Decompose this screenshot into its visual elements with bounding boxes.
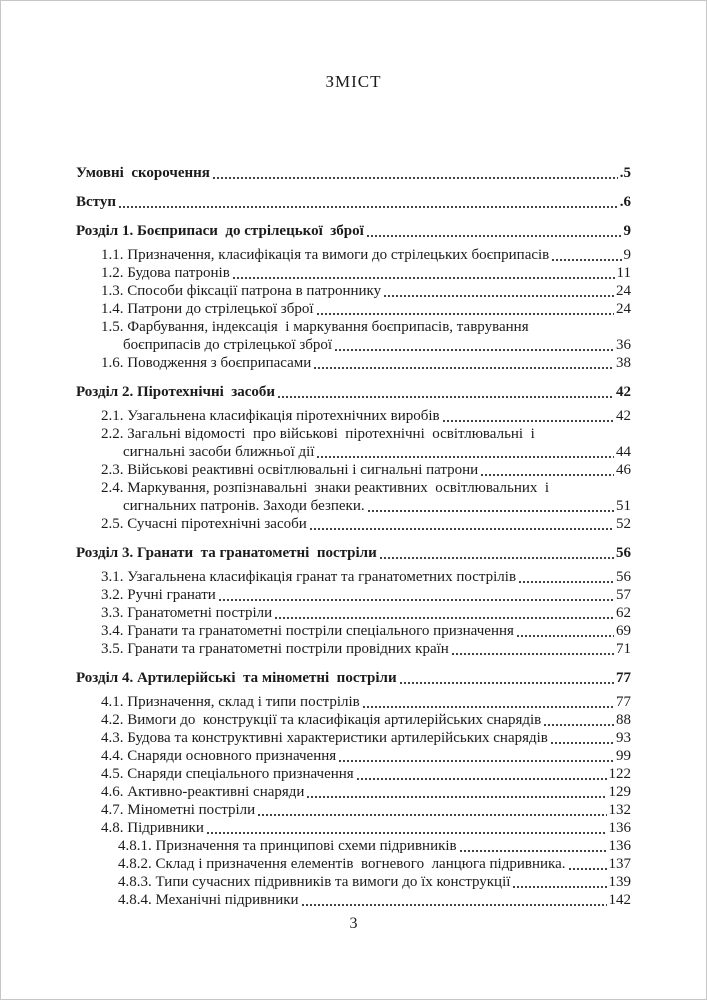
toc-entry-label: Вступ	[76, 194, 116, 210]
toc-entry	[76, 669, 631, 687]
dot-leader	[317, 456, 614, 458]
toc-entry	[76, 693, 631, 711]
toc-entry-label: 4.8. Підривники	[101, 820, 204, 836]
dot-leader	[339, 760, 614, 762]
toc-entry-label: 4.3. Будова та конструктивні характеристики артилерійських снарядів	[101, 730, 548, 746]
toc-entry	[76, 425, 631, 443]
toc-entry-label: 3.5. Гранати та гранатометні постріли провідних країн	[101, 641, 449, 657]
toc-entry-label: Розділ 2. Піротехнічні засоби	[76, 384, 276, 400]
toc-entry-label: 4.8.3. Типи сучасних підривників та вимоги до їх конструкції	[118, 874, 511, 890]
toc-entry	[76, 222, 631, 240]
toc-entry-page: 42	[616, 384, 631, 400]
toc-entry	[76, 586, 631, 604]
toc-entry-page: 142	[608, 892, 631, 908]
dot-leader	[513, 886, 606, 888]
toc-entry	[76, 747, 631, 765]
toc-entry-label: Розділ 1. Боєприпаси до стрілецької зброї	[76, 223, 364, 239]
toc-entry-page: 93	[616, 730, 631, 746]
dot-leader	[275, 617, 614, 619]
page-number-footer: 3	[349, 915, 358, 932]
toc-entry-label: 2.3. Військові реактивні освітлювальні і сигнальні патрони	[101, 462, 479, 478]
toc-entry-page: 57	[616, 587, 631, 603]
toc-entry-page: 24	[616, 283, 631, 299]
dot-leader	[380, 557, 614, 559]
toc-entry	[76, 318, 631, 336]
toc-entry	[76, 461, 631, 479]
dot-leader	[452, 653, 614, 655]
toc-entry-page: .6	[619, 194, 631, 210]
dot-leader	[443, 420, 614, 422]
toc-entry	[76, 479, 631, 497]
dot-leader	[310, 528, 614, 530]
toc-entry-page: 52	[616, 516, 631, 532]
dot-leader	[219, 599, 614, 601]
toc-entry-label: сигнальних патронів. Заходи безпеки.	[123, 498, 365, 514]
dot-leader	[363, 706, 614, 708]
toc-entry	[76, 193, 631, 211]
dot-leader	[460, 850, 607, 852]
toc-entry-page: 56	[616, 545, 631, 561]
toc-entry-label: 4.7. Мінометні постріли	[101, 802, 256, 818]
toc-entry-label: 4.2. Вимоги до конструкції та класифікація артилерійських снарядів	[101, 712, 542, 728]
toc-entry-page: 132	[608, 802, 631, 818]
toc-entry	[76, 264, 631, 282]
toc-entry	[76, 568, 631, 586]
dot-leader	[258, 814, 606, 816]
toc-entry-page: 44	[616, 444, 631, 460]
dot-leader	[519, 581, 614, 583]
toc-entry-label: сигнальні засоби ближньої дії	[123, 444, 315, 460]
toc-entry-label: 1.6. Поводження з боєприпасами	[101, 355, 312, 371]
toc-entry-page: 56	[616, 569, 631, 585]
toc-entry-page: 137	[608, 856, 631, 872]
toc-entry-label: 2.1. Узагальнена класифікація піротехнічних виробів	[101, 408, 440, 424]
toc-entry	[76, 300, 631, 318]
toc-entry-page: 99	[616, 748, 631, 764]
toc-entry-label: 4.8.4. Механічні підривники	[118, 892, 299, 908]
toc-title: ЗМІСТ	[325, 72, 382, 91]
toc-entry-page: .5	[619, 165, 631, 181]
toc-entry-label: 3.2. Ручні гранати	[101, 587, 216, 603]
toc-entry-label: 2.4. Маркування, розпізнавальні знаки реактивних освітлювальних і	[101, 480, 550, 496]
toc-entry-label: 1.4. Патрони до стрілецької зброї	[101, 301, 314, 317]
toc-entry-label: 2.2. Загальні відомості про військові піротехнічні освітлювальні і	[101, 426, 535, 442]
toc-entry-page: 36	[616, 337, 631, 353]
toc-entry-page: 77	[616, 694, 631, 710]
dot-leader	[552, 259, 621, 261]
toc-entry-page: 46	[616, 462, 631, 478]
toc-entry	[76, 640, 631, 658]
toc-entry	[76, 383, 631, 401]
toc-entry	[76, 783, 631, 801]
dot-leader	[400, 682, 614, 684]
toc-entry-label: 4.8.1. Призначення та принципові схеми підривників	[118, 838, 457, 854]
toc-entry-label: 4.8.2. Склад і призначення елементів вогневого ланцюга підривника.	[118, 856, 566, 872]
dot-leader	[307, 796, 606, 798]
toc-entry-label: 1.5. Фарбування, індексація і маркування боєприпасів, таврування	[101, 319, 529, 335]
toc-entry	[76, 819, 631, 837]
toc-entry-label: Розділ 4. Артилерійські та мінометні постріли	[76, 670, 397, 686]
toc-entry	[76, 282, 631, 300]
toc-entry	[76, 711, 631, 729]
toc-entry-label: 4.4. Снаряди основного призначення	[101, 748, 337, 764]
toc-entry	[76, 515, 631, 533]
toc-entry-page: 11	[616, 265, 631, 281]
dot-leader	[317, 313, 614, 315]
toc-entry-continuation	[76, 443, 631, 461]
toc-entry-label: 3.4. Гранати та гранатометні постріли спеціального призначення	[101, 623, 514, 639]
dot-leader	[569, 868, 607, 870]
dot-leader	[302, 904, 607, 906]
toc-entry-page: 24	[616, 301, 631, 317]
toc-entry-page: 9	[623, 223, 631, 239]
dot-leader	[335, 349, 614, 351]
toc-entry-page: 88	[616, 712, 631, 728]
toc-entry-page: 42	[616, 408, 631, 424]
dot-leader	[551, 742, 614, 744]
toc-entry-page: 136	[608, 820, 631, 836]
dot-leader	[213, 177, 618, 179]
toc-entry-page: 139	[608, 874, 631, 890]
toc-entry-label: 4.1. Призначення, склад і типи пострілів	[101, 694, 360, 710]
toc-list	[76, 164, 631, 909]
toc-entry	[76, 354, 631, 372]
toc-entry-label: 4.6. Активно-реактивні снаряди	[101, 784, 305, 800]
dot-leader	[207, 832, 607, 834]
toc-entry-page: 77	[616, 670, 631, 686]
toc-entry-page: 71	[616, 641, 631, 657]
toc-entry	[76, 873, 631, 891]
toc-entry-label: 3.3. Гранатометні постріли	[101, 605, 273, 621]
toc-entry-label: 1.2. Будова патронів	[101, 265, 230, 281]
toc-entry-page: 122	[608, 766, 631, 782]
toc-entry	[76, 891, 631, 909]
toc-entry	[76, 855, 631, 873]
toc-entry-label: Умовні скорочення	[76, 165, 210, 181]
dot-leader	[357, 778, 607, 780]
toc-entry-page: 69	[616, 623, 631, 639]
toc-entry	[76, 622, 631, 640]
dot-leader	[517, 635, 614, 637]
dot-leader	[481, 474, 614, 476]
toc-entry-page: 62	[616, 605, 631, 621]
toc-entry-page: 129	[608, 784, 631, 800]
dot-leader	[278, 396, 614, 398]
toc-entry-continuation	[76, 497, 631, 515]
toc-entry-label: 3.1. Узагальнена класифікація гранат та гранатометних пострілів	[101, 569, 517, 585]
toc-entry-page: 9	[623, 247, 631, 263]
toc-entry-label: 1.1. Призначення, класифікація та вимоги до стрілецьких боєприпасів	[101, 247, 550, 263]
toc-entry	[76, 407, 631, 425]
dot-leader	[368, 510, 614, 512]
toc-entry-page: 38	[616, 355, 631, 371]
toc-entry-label: 1.3. Способи фіксації патрона в патроннику	[101, 283, 382, 299]
toc-entry	[76, 544, 631, 562]
dot-leader	[119, 206, 618, 208]
toc-entry	[76, 164, 631, 182]
toc-entry	[76, 604, 631, 622]
toc-entry-page: 51	[616, 498, 631, 514]
dot-leader	[233, 277, 615, 279]
dot-leader	[314, 367, 614, 369]
toc-entry-continuation	[76, 336, 631, 354]
toc-entry	[76, 837, 631, 855]
toc-entry	[76, 246, 631, 264]
toc-entry-page: 136	[608, 838, 631, 854]
toc-entry	[76, 801, 631, 819]
toc-entry-label: Розділ 3. Гранати та гранатометні постріли	[76, 545, 377, 561]
toc-entry	[76, 765, 631, 783]
toc-entry	[76, 729, 631, 747]
dot-leader	[544, 724, 614, 726]
dot-leader	[367, 235, 622, 237]
toc-entry-label: 4.5. Снаряди спеціального призначення	[101, 766, 354, 782]
toc-entry-label: 2.5. Сучасні піротехнічні засоби	[101, 516, 307, 532]
toc-entry-label: боєприпасів до стрілецької зброї	[123, 337, 333, 353]
dot-leader	[384, 295, 614, 297]
